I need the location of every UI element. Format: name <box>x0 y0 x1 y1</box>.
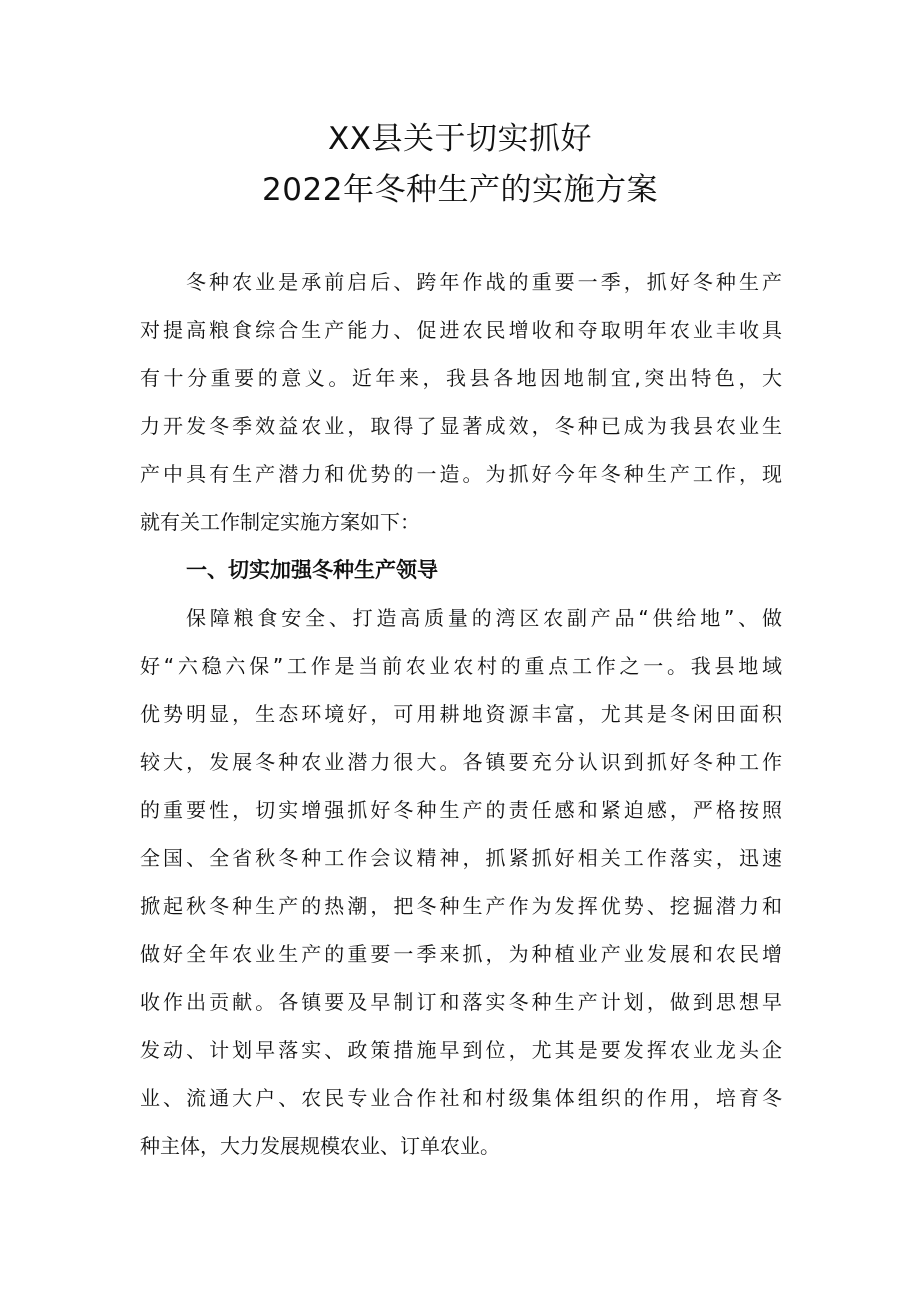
intro-paragraph-line: 有十分重要的意义。近年来，我县各地因地制宜,突出特色，大 <box>140 366 782 390</box>
section-1-paragraph-line: 种主体，大力发展规模农业、订单农业。 <box>140 1134 500 1158</box>
section-1-paragraph-line: 收作出贡献。各镇要及早制订和落实冬种生产计划，做到思想早 <box>140 990 782 1014</box>
section-1-paragraph-line: 优势明显，生态环境好，可用耕地资源丰富，尤其是冬闲田面积 <box>140 702 782 726</box>
intro-paragraph-line: 冬种农业是承前启后、跨年作战的重要一季，抓好冬种生产 <box>186 270 782 294</box>
document-title-line-2: 2022年冬种生产的实施方案 <box>262 172 658 208</box>
intro-paragraph-line: 产中具有生产潜力和优势的一造。为抓好今年冬种生产工作，现 <box>140 462 782 486</box>
intro-paragraph-line: 力开发冬季效益农业，取得了显著成效，冬种已成为我县农业生 <box>140 414 782 438</box>
section-1-paragraph-line: 的重要性，切实增强抓好冬种生产的责任感和紧迫感，严格按照 <box>140 798 782 822</box>
section-1-paragraph-line: 较大，发展冬种农业潜力很大。各镇要充分认识到抓好冬种工作 <box>140 750 782 774</box>
section-1-paragraph-line: 业、流通大户、农民专业合作社和村级集体组织的作用，培育冬 <box>140 1086 782 1110</box>
intro-paragraph-line: 对提高粮食综合生产能力、促进农民增收和夺取明年农业丰收具 <box>140 318 782 342</box>
document-title-line-1: XX县关于切实抓好 <box>328 121 592 157</box>
intro-paragraph-line: 就有关工作制定实施方案如下： <box>140 510 420 534</box>
section-1-heading: 一、切实加强冬种生产领导 <box>186 558 438 582</box>
section-1-paragraph-line: 保障粮食安全、打造高质量的湾区农副产品“供给地”、做 <box>186 606 782 630</box>
section-1-paragraph-line: 发动、计划早落实、政策措施早到位，尤其是要发挥农业龙头企 <box>140 1038 782 1062</box>
section-1-paragraph-line: 做好全年农业生产的重要一季来抓，为种植业产业发展和农民增 <box>140 942 782 966</box>
section-1-paragraph-line: 好“六稳六保”工作是当前农业农村的重点工作之一。我县地域 <box>140 654 782 678</box>
section-1-paragraph-line: 全国、全省秋冬种工作会议精神，抓紧抓好相关工作落实，迅速 <box>140 846 782 870</box>
section-1-paragraph-line: 掀起秋冬种生产的热潮，把冬种生产作为发挥优势、挖掘潜力和 <box>140 894 782 918</box>
